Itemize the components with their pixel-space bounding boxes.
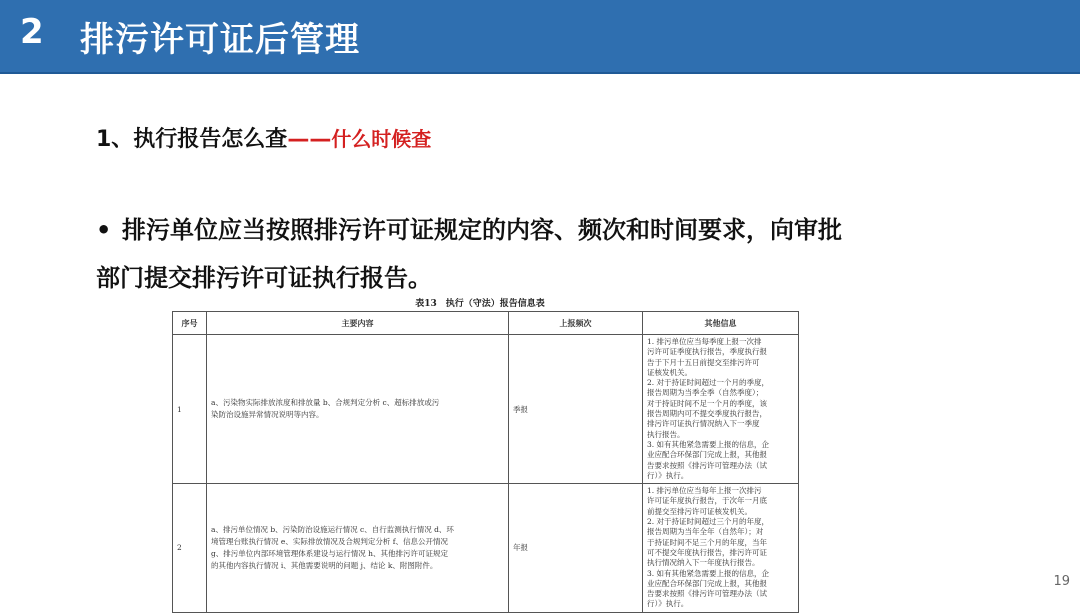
row-number: 2 [173, 484, 207, 613]
table-row [173, 335, 799, 484]
bullet-dot-icon: • [96, 216, 112, 244]
table-header-row [173, 312, 799, 335]
header-content: 主要内容 [207, 312, 509, 335]
header-frequency: 上报频次 [509, 312, 643, 335]
row-number: 1 [173, 335, 207, 484]
row-other-info: 1. 排污单位应当每年上报一次排污 许可证年度执行报告，于次年一月底 前提交至排污许可证核发机关。 2. 对于持证时间超过三个月的年度， 报告周期为当年全年（自然年）；对 于持证时间不足三个月的年度，当年 可不提交年度执行报告，排污许可证 执行情况纳入下一年度执行报告。 3. 如有其他紧急需要上报的信息，企 业应配合环保部门完成上报，其他报 告要求按照《排污许可管理办法（试 行）》执行。 [643, 484, 799, 613]
page-number: 19 [1053, 574, 1070, 589]
bullet-line-2: 部门提交排污许可证执行报告。 [96, 264, 432, 292]
slide-title: 排污许可证后管理 [80, 20, 360, 60]
header-other: 其他信息 [643, 312, 799, 335]
subtitle-dash: —— [287, 127, 332, 152]
title-bar [0, 0, 1080, 74]
row-frequency: 季报 [509, 335, 643, 484]
table-caption: 表13 执行（守法）报告信息表 [415, 299, 545, 309]
row-content: a、污染物实际排放浓度和排放量 b、合规判定分析 c、超标排放或污 染防治设施异常情况说明等内容。 [207, 335, 509, 484]
section-number: 2 [20, 12, 44, 52]
bullet-point [96, 206, 956, 302]
table-row [173, 484, 799, 613]
header-serial: 序号 [173, 312, 207, 335]
bullet-line-1: 排污单位应当按照排污许可证规定的内容、频次和时间要求，向审批 [122, 216, 842, 244]
subtitle-main: 1、执行报告怎么查 [96, 127, 288, 152]
row-other-info: 1. 排污单位应当每季度上报一次排 污许可证季度执行报告，季度执行报 告于下月十五日前提交至排污许可 证核发机关。 2. 对于持证时间超过一个月的季度， 报告周期为当季全季（自然季度）； 对于持证时间不足一个月的季度，该 报告周期内可不提交季度执行报告， 排污许可证执行情况纳入下一季度 执行报告。 3. 如有其他紧急需要上报的信息，企 业应配合环保部门完成上报，其他报 告要求按照《排污许可管理办法（试 行）》执行。 [643, 335, 799, 484]
row-content: a、排污单位情况 b、污染防治设施运行情况 c、自行监测执行情况 d、环 境管理台账执行情况 e、实际排放情况及合规判定分析 f、信息公开情况 g、排污单位内部环境管理体系建设与运行情况 h、其他排污许可证规定 的其他内容执行情况 i、其他需要说明的问题 j、结论 k、附图附件。 [207, 484, 509, 613]
row-frequency: 年报 [509, 484, 643, 613]
report-info-table [172, 311, 799, 613]
subtitle [96, 122, 431, 153]
subtitle-highlight: 什么时候查 [331, 127, 432, 151]
